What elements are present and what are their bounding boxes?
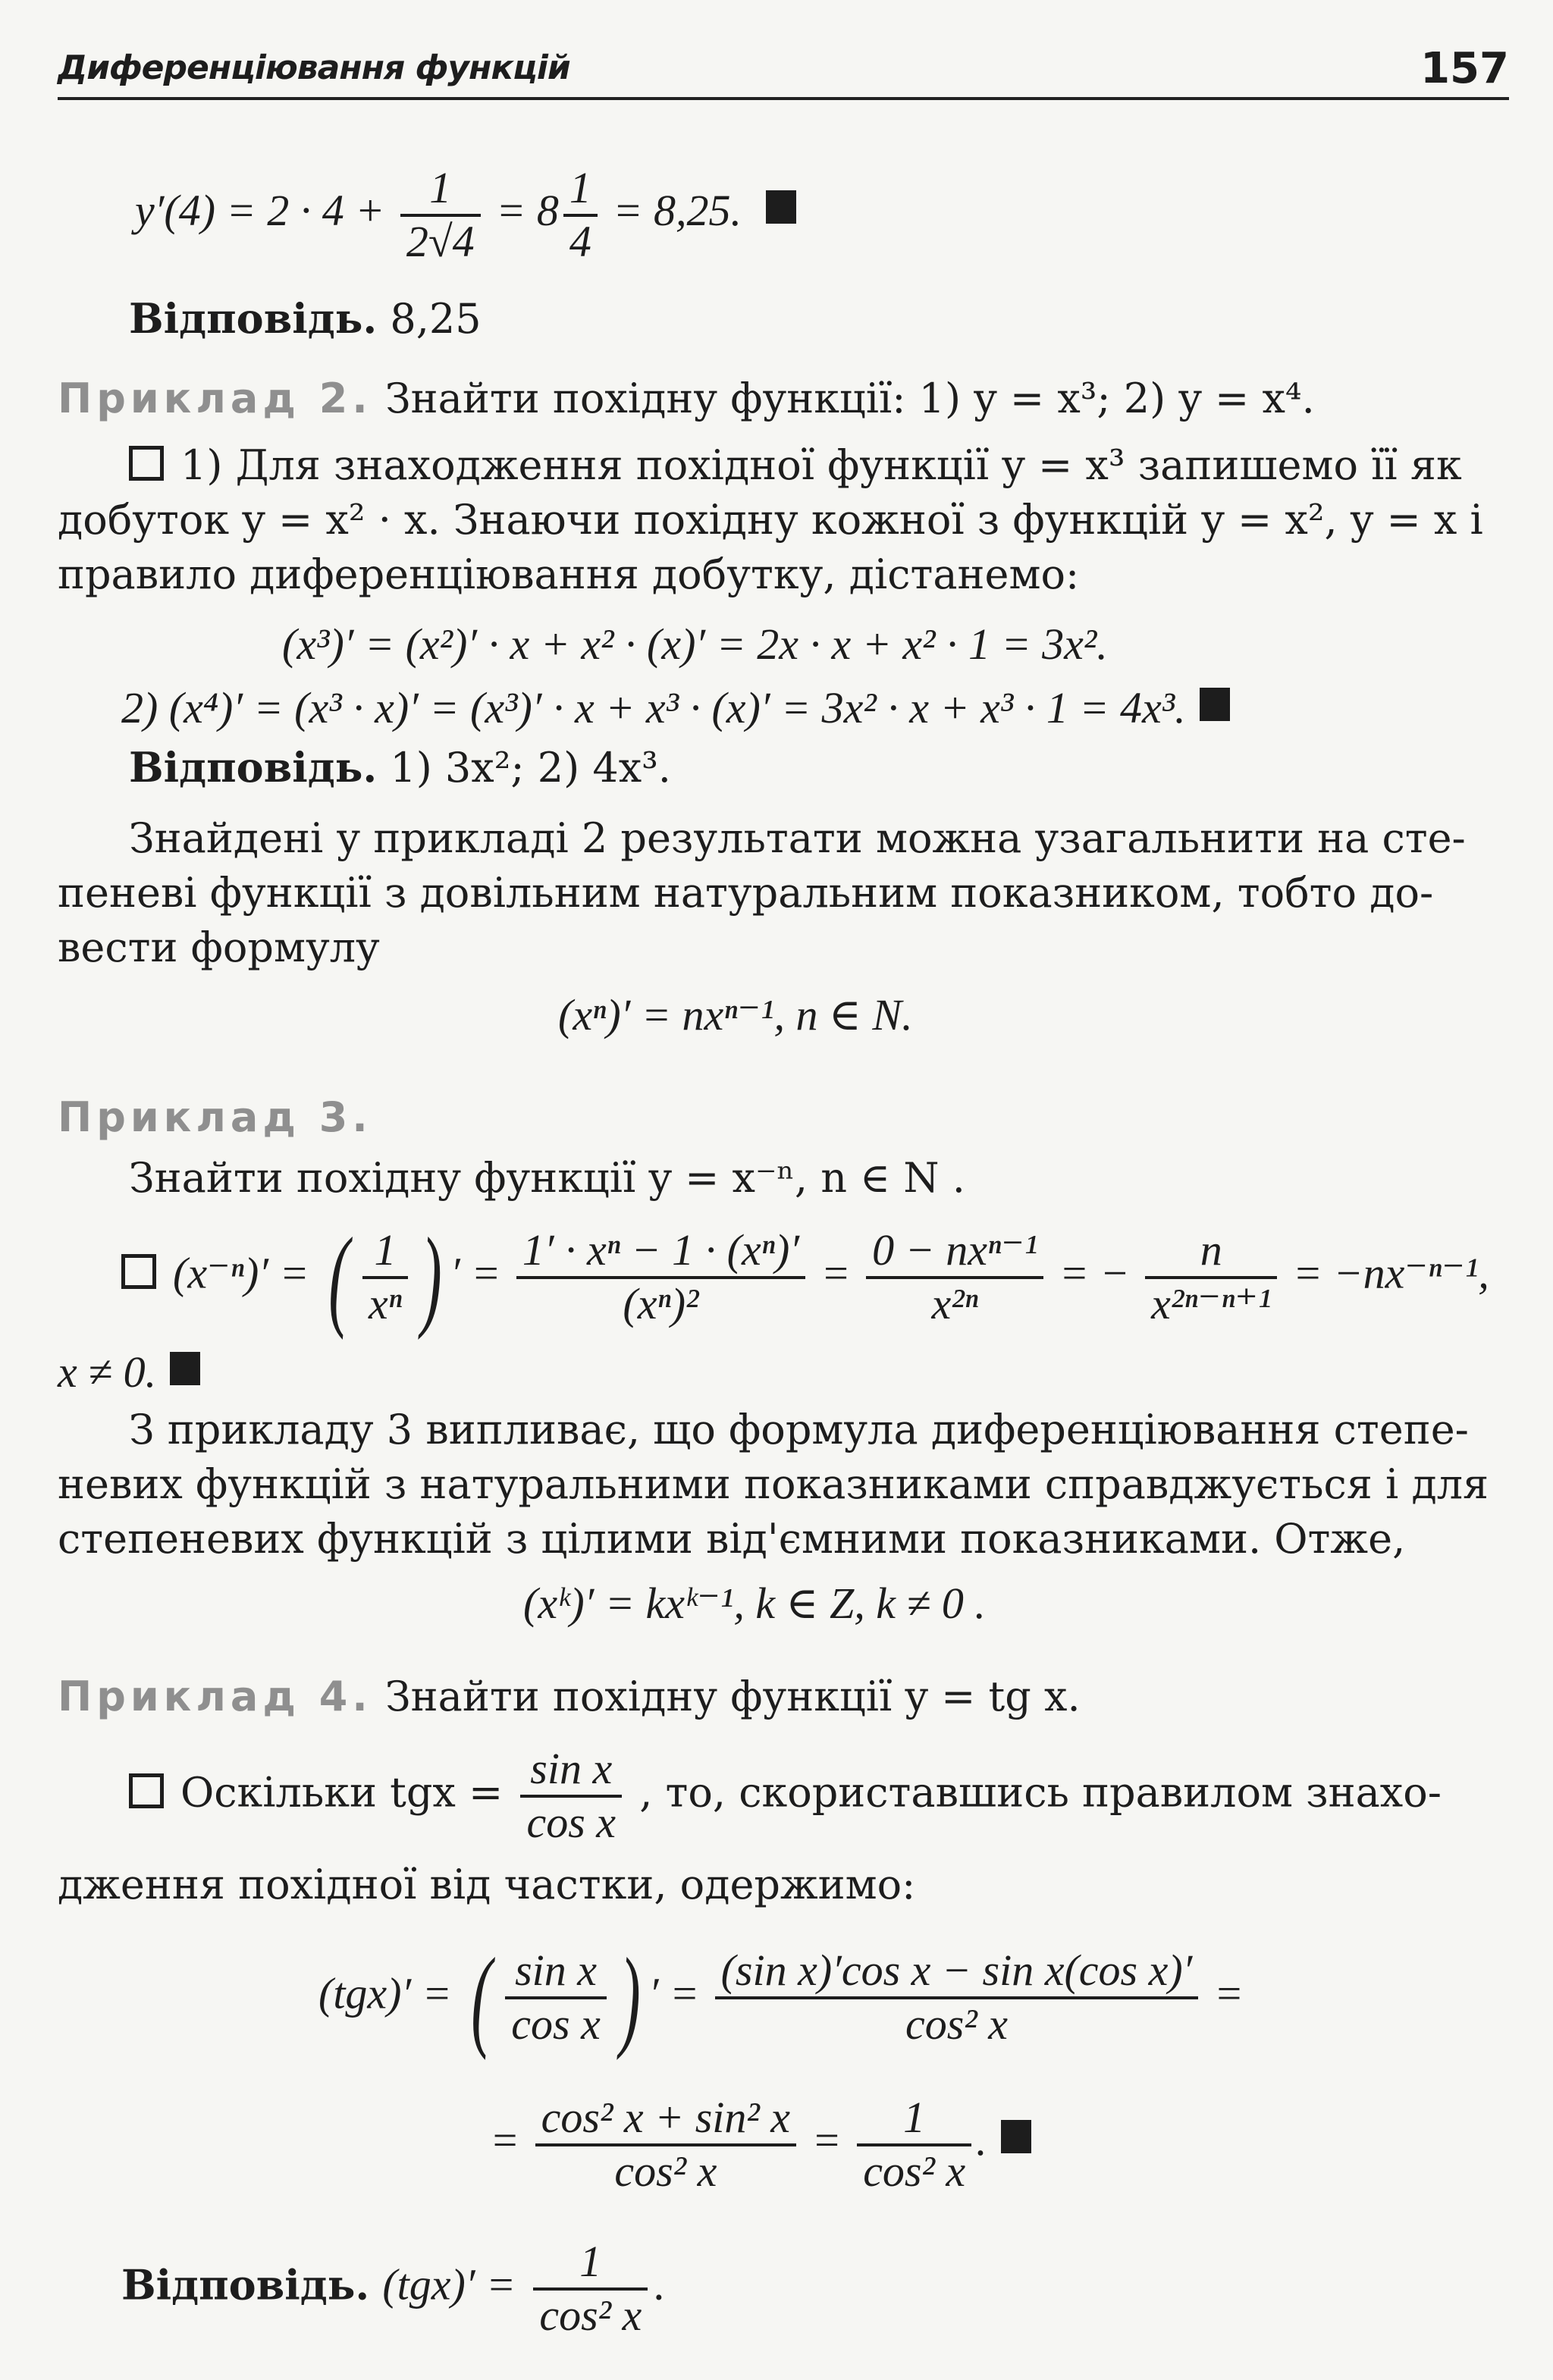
power-rule-formula: (xⁿ)′ = nxⁿ⁻¹, n ∈ N. xyxy=(558,990,913,1039)
example-4-heading: Приклад 4. Знайти похідну функції y = tg x. xyxy=(58,1673,1081,1720)
page-number: 157 xyxy=(1420,44,1509,93)
integer-power-rule-formula: (xᵏ)′ = kxᵏ⁻¹, k ∈ Z, k ≠ 0 . xyxy=(523,1579,986,1628)
example-4-line-2: дження похідної від частки, одержимо: xyxy=(58,1861,916,1908)
conclusion-line-2: невих функцій з натуральними показниками справджується і для xyxy=(58,1460,1489,1508)
end-of-proof-square xyxy=(766,190,796,224)
chapter-title: Диференціювання функцій xyxy=(58,49,570,87)
end-of-proof-square xyxy=(170,1352,200,1385)
running-header xyxy=(58,44,1509,100)
example-3-condition: x ≠ 0. xyxy=(58,1347,200,1397)
end-of-proof-square xyxy=(1200,688,1230,721)
generalization-line-2: пеневі функції з довільним натуральним показником, тобто до- xyxy=(58,869,1434,917)
equation-y-prime-4: y′(4) = 2 · 4 + $\frac{1}{2√4}$ = 8 $\frac{1}{4}$ = 8,25. xyxy=(135,163,796,267)
product-rule-formula-x3: (x³)′ = (x²)′ · x + x² · (x)′ = 2x · x + x² · 1 = 3x². xyxy=(282,619,1108,669)
example-2-line-2: добуток y = x² · x. Знаючи похідну кожної з функцій y = x², y = x і xyxy=(58,496,1483,544)
example-3-derivation: (x⁻ⁿ)′ = ( $\frac{1}{\text{xⁿ}}$ ) ′ = $\frac{\text{1′ · xⁿ − 1 · (xⁿ)′}}{\text{(xⁿ)²}}$ = $\frac{\text{0 − nxⁿ⁻¹}}{\text{x²ⁿ}}$ = − $\frac{n}{\text{x²ⁿ⁻ⁿ⁺¹}}$ = −nx⁻ⁿ⁻¹, xyxy=(121,1221,1489,1334)
example-2-line-1: 1) Для знаходження похідної функції y = x³ запишемо її як xyxy=(129,440,1462,491)
example-2-heading: Приклад 2. Знайти похідну функції: 1) y = x³; 2) y = x⁴. xyxy=(58,375,1315,422)
tangent-derivative-step-2: = $\frac{\text{cos² x + sin² x}}{\text{cos² x}}$ = $\frac{1}{\text{cos² x}}$ . xyxy=(490,2093,1031,2197)
solution-start-box xyxy=(129,446,164,481)
generalization-line-3: вести формулу xyxy=(58,923,380,971)
example-3-task: Знайти похідну функції y = x⁻ⁿ, n ∈ N . xyxy=(129,1154,965,1202)
product-rule-formula-x4: 2) (x⁴)′ = (x³ · x)′ = (x³)′ · x + x³ · (x)′ = 3x² · x + x³ · 1 = 4x³. xyxy=(121,682,1230,733)
tangent-derivative-step-1: (tgx)′ = ( $\frac{\text{sin x}}{\text{cos x}}$ ) ′ = $\frac{\text{(sin x)′cos x − sin x(cos x)′}}{\text{cos² x}}$ = xyxy=(318,1935,1244,2061)
conclusion-line-1: З прикладу 3 випливає, що формула диференціювання степе- xyxy=(129,1406,1469,1453)
conclusion-line-3: степеневих функцій з цілими від'ємними показниками. Отже, xyxy=(58,1515,1406,1563)
solution-start-box xyxy=(121,1254,156,1289)
example-2-line-3: правило диференціювання добутку, дістанемо: xyxy=(58,550,1080,598)
example-4-intro: Оскільки tgx = $\frac{\text{sin x}}{\text{cos x}}$ , то, скориставшись правилом знахо- xyxy=(129,1744,1442,1848)
answer-2: Відповідь. 1) 3x²; 2) 4x³. xyxy=(129,743,671,792)
generalization-line-1: Знайдені у прикладі 2 результати можна узагальнити на сте- xyxy=(129,814,1466,862)
solution-start-box xyxy=(129,1773,164,1808)
example-3-heading: Приклад 3. xyxy=(58,1093,372,1141)
answer-4: Відповідь. (tgx)′ = $\frac{1}{\text{cos² x}}$ . xyxy=(121,2237,666,2340)
answer-1: Відповідь. 8,25 xyxy=(129,294,482,343)
end-of-proof-square xyxy=(1001,2120,1031,2153)
